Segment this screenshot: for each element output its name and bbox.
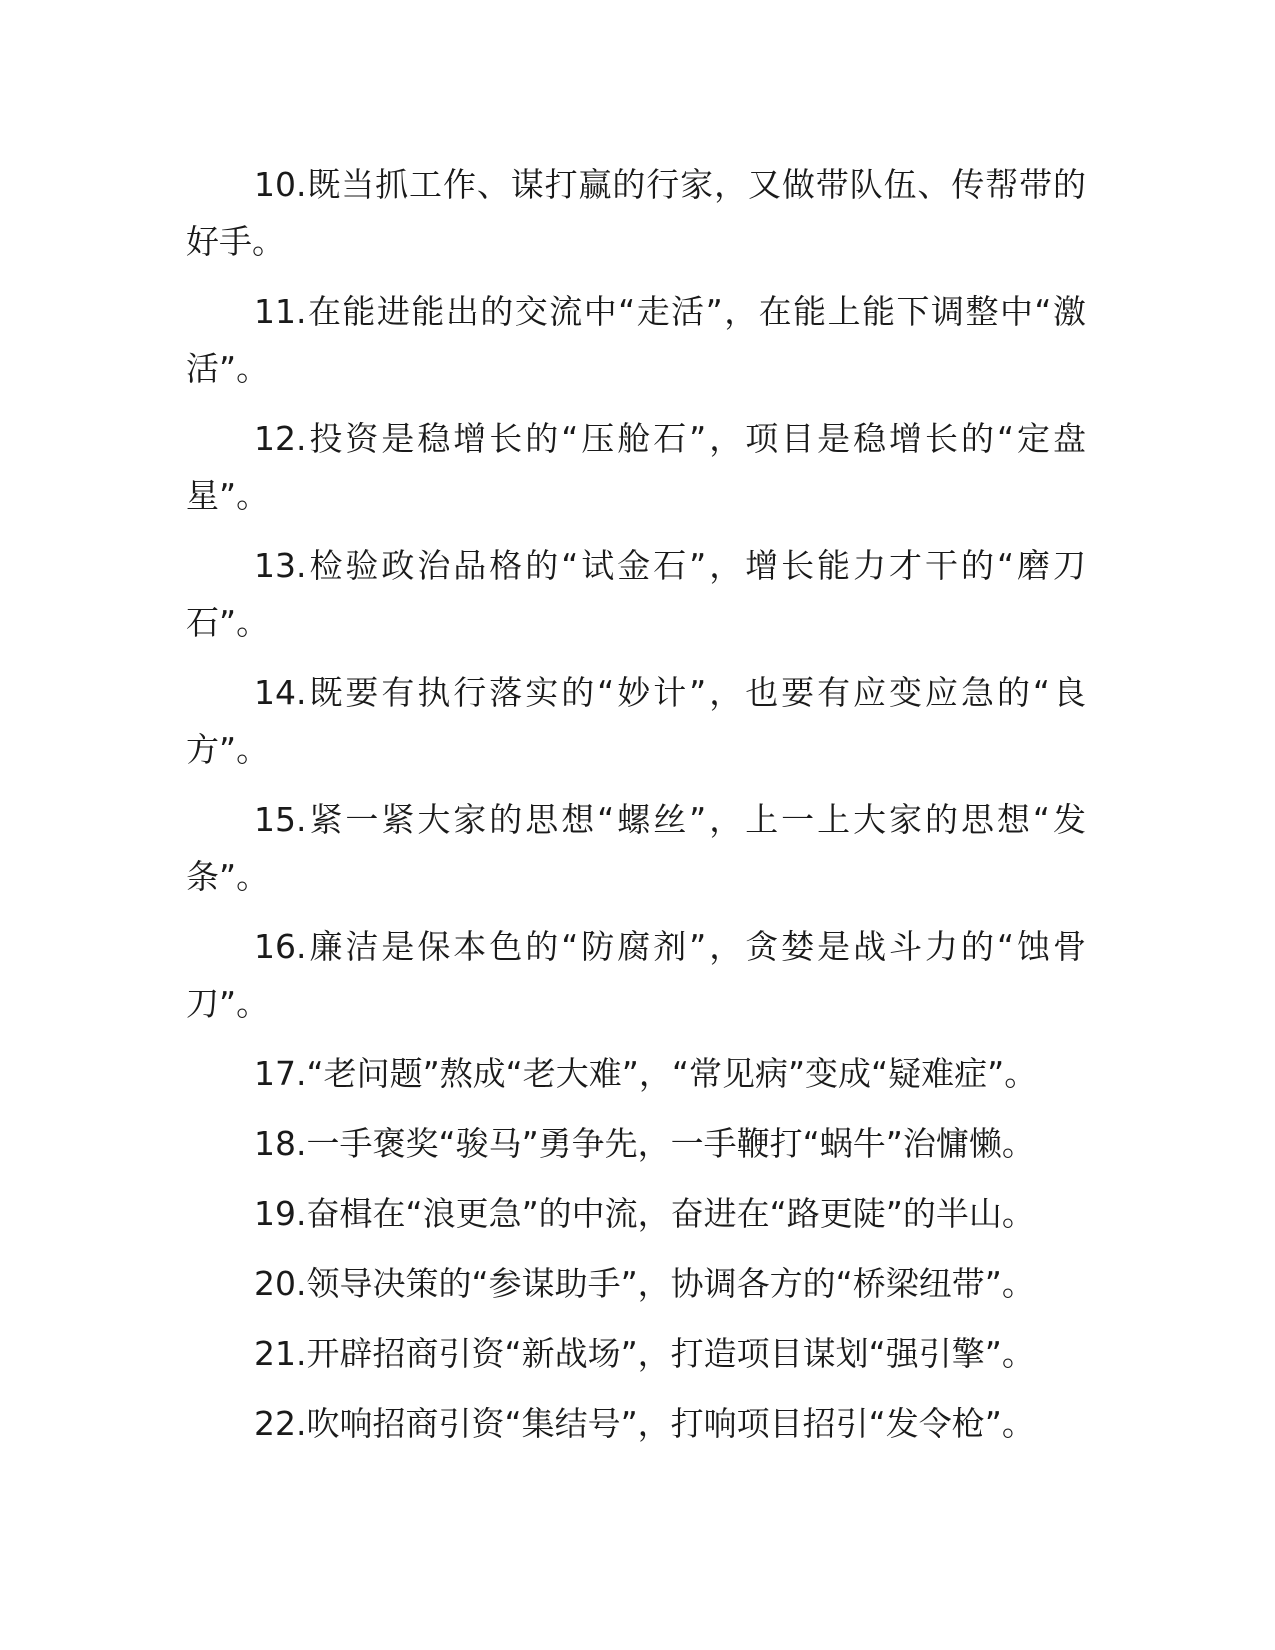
paragraph-22: 22.吹响招商引资“集结号”，打响项目招引“发令枪”。 xyxy=(254,1404,1035,1443)
document-body xyxy=(186,156,1086,1465)
paragraph-20: 20.领导决策的“参谋助手”，协调各方的“桥梁纽带”。 xyxy=(254,1264,1035,1303)
paragraph-15: 15.紧一紧大家的思想“螺丝”，上一上大家的思想“发条”。 xyxy=(186,800,1086,896)
paragraph-12: 12.投资是稳增长的“压舱石”，项目是稳增长的“定盘星”。 xyxy=(186,419,1086,515)
paragraph-14: 14.既要有执行落实的“妙计”，也要有应变应急的“良方”。 xyxy=(186,673,1086,769)
paragraph-18: 18.一手褒奖“骏马”勇争先，一手鞭打“蜗牛”治慵懒。 xyxy=(254,1124,1035,1163)
paragraph-21: 21.开辟招商引资“新战场”，打造项目谋划“强引擎”。 xyxy=(254,1334,1035,1373)
paragraph-13: 13.检验政治品格的“试金石”，增长能力才干的“磨刀石”。 xyxy=(186,546,1086,642)
paragraph-19: 19.奋楫在“浪更急”的中流，奋进在“路更陡”的半山。 xyxy=(254,1194,1035,1233)
paragraph-17: 17.“老问题”熬成“老大难”，“常见病”变成“疑难症”。 xyxy=(254,1054,1038,1093)
paragraph-16: 16.廉洁是保本色的“防腐剂”，贪婪是战斗力的“蚀骨刀”。 xyxy=(186,927,1086,1023)
paragraph-10: 10.既当抓工作、谋打赢的行家，又做带队伍、传帮带的好手。 xyxy=(186,165,1086,261)
paragraph-11: 11.在能进能出的交流中“走活”，在能上能下调整中“激活”。 xyxy=(186,292,1086,388)
